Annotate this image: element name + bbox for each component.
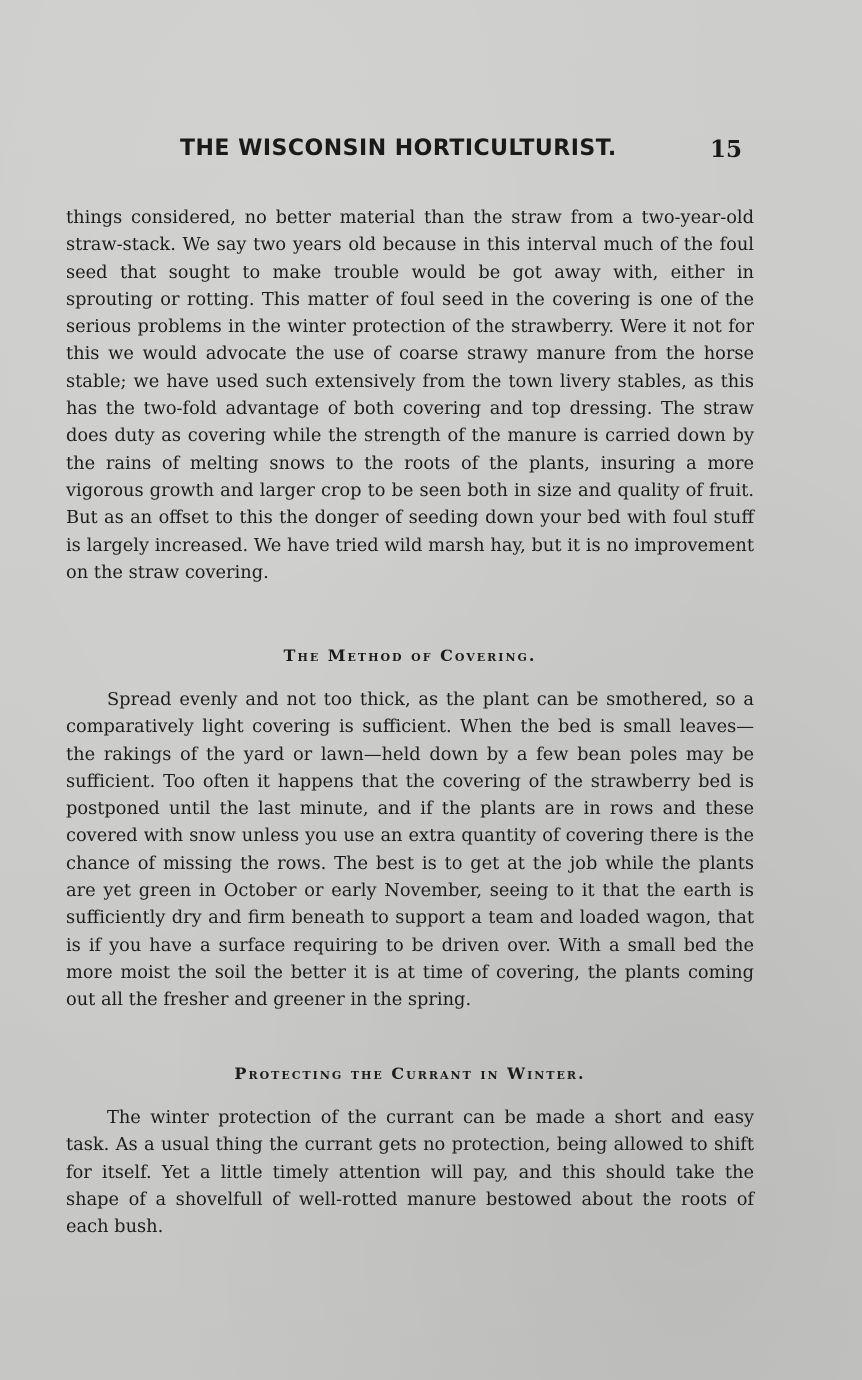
page-number: 15 (709, 136, 742, 163)
paragraph-currant-protection: The winter protection of the currant can be made a short and easy task. As a usual thing the currant gets no protection, being allowed to shift for itself. Yet a little timely attention will pay, and this should take the shape of a shovelfull of well-rotted manure bestowed about the roots of each bush. (66, 1107, 754, 1238)
paragraph-straw-covering: things considered, no better material than the straw from a two-year-old straw-stack. We say two years old because in this interval much of the foul seed that sought to make trouble would be got away with, either in sprouting or rotting. This matter of foul seed in the covering is one of the serious problems in the winter protection of the strawberry. Were it not for this we would advocate the use of coarse strawy manure from the horse stable; we have used such extensively from the town livery stables, as this has the two-fold advantage of both covering and top dressing. The straw does duty as covering while the strength of the manure is carried down by the rains of melting snows to the roots of the plants, insuring a more vigorous growth and larger crop to be seen both in size and quality of fruit. But as an offset to this the donger of seeding down your bed with foul stuff is largely increased. We have tried wild marsh hay, but it is no improvement on the straw covering. (66, 207, 754, 583)
running-head: THE WISCONSIN HORTICULTURIST. (180, 136, 617, 161)
paragraph-spread-evenly: Spread evenly and not too thick, as the plant can be smothered, so a comparatively light covering is sufficient. When the bed is small leaves—the rakings of the yard or lawn—held down by a few bean poles may be sufficient. Too often it happens that the covering of the strawberry bed is postponed until the last minute, and if the plants are in rows and these covered with snow unless you use an extra quantity of covering there is the chance of missing the rows. The best is to get at the job while the plants are yet green in October or early November, seeing to it that the earth is sufficiently dry and firm beneath to support a team and loaded wagon, that is if you have a surface requiring to be driven over. With a small bed the more moist the soil the better it is at time of covering, the plants coming out all the fresher and greener in the spring. (66, 689, 754, 1011)
section-heading-method-of-covering: The Method of Covering. (283, 646, 537, 665)
section-heading-protecting-currant: Protecting the Currant in Winter. (234, 1064, 586, 1083)
page-header (180, 136, 750, 166)
